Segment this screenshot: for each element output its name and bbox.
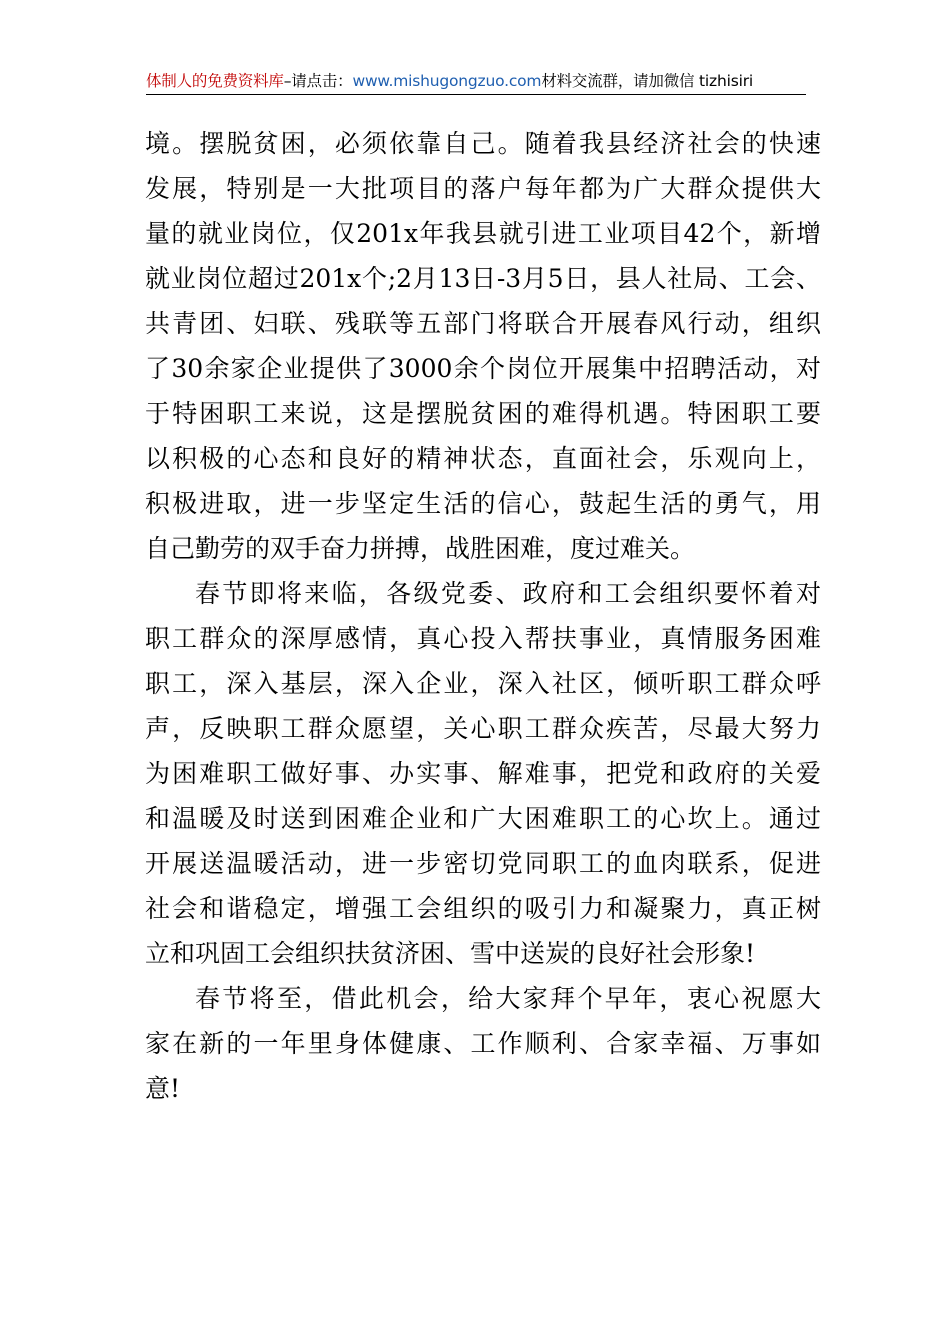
header-contact: 材料交流群，请加微信 tizhisiri	[541, 72, 753, 90]
paragraph-first-line: 春节即将来临，各级党委、政府和工会组织要怀着对	[195, 579, 821, 608]
text-line: 了30余家企业提供了3000余个岗位开展集中招聘活动，对	[145, 354, 821, 383]
text-line: 量的就业岗位，仅201x年我县就引进工业项目42个，新增	[145, 219, 821, 248]
text-line: 自己勤劳的双手奋力拼搏，战胜困难，度过难关。	[145, 534, 696, 563]
text-line: 开展送温暖活动，进一步密切党同职工的血肉联系，促进	[145, 849, 821, 878]
text-line: 意!	[145, 1074, 181, 1103]
text-line: 和温暖及时送到困难企业和广大困难职工的心坎上。通过	[145, 804, 821, 833]
header-brand[interactable]: 体制人的免费资料库	[146, 72, 284, 90]
paragraph-first-line: 春节将至，借此机会，给大家拜个早年，衷心祝愿大	[195, 984, 821, 1013]
text-line: 为困难职工做好事、办实事、解难事，把党和政府的关爱	[145, 759, 821, 788]
text-line: 立和巩固工会组织扶贫济困、雪中送炭的良好社会形象!	[145, 939, 756, 968]
text-line: 家在新的一年里身体健康、工作顺利、合家幸福、万事如	[145, 1029, 821, 1058]
text-line: 积极进取，进一步坚定生活的信心，鼓起生活的勇气，用	[145, 489, 821, 518]
text-line: 就业岗位超过201x个;2月13日-3月5日，县人社局、工会、	[145, 264, 821, 293]
text-line: 以积极的心态和良好的精神状态，直面社会，乐观向上，	[145, 444, 821, 473]
text-line: 声，反映职工群众愿望，关心职工群众疾苦，尽最大努力	[145, 714, 821, 743]
header-prompt: –请点击：	[283, 72, 353, 90]
text-line: 职工，深入基层，深入企业，深入社区，倾听职工群众呼	[145, 669, 821, 698]
text-line: 共青团、妇联、残联等五部门将联合开展春风行动，组织	[145, 309, 821, 338]
text-line: 发展，特别是一大批项目的落户每年都为广大群众提供大	[145, 174, 821, 203]
header-link[interactable]: www.mishugongzuo.com	[352, 72, 542, 90]
text-line: 职工群众的深厚感情，真心投入帮扶事业，真情服务困难	[145, 624, 821, 653]
document-body	[145, 121, 821, 1111]
page-header	[146, 68, 806, 94]
text-line: 于特困职工来说，这是摆脱贫困的难得机遇。特困职工要	[145, 399, 821, 428]
header-divider	[146, 94, 806, 95]
text-line: 境。摆脱贫困，必须依靠自己。随着我县经济社会的快速	[145, 129, 821, 158]
text-line: 社会和谐稳定，增强工会组织的吸引力和凝聚力，真正树	[145, 894, 821, 923]
